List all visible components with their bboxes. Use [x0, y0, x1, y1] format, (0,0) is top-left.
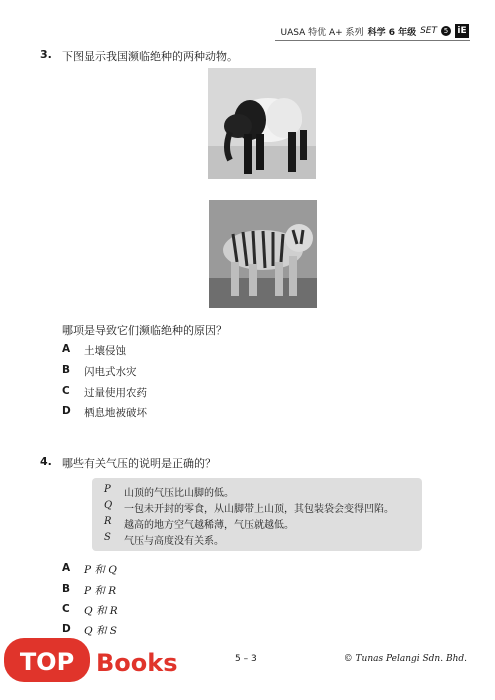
option-text: Q 和 R — [84, 605, 118, 617]
q4-option-c — [62, 603, 118, 618]
option-text: Q 和 S — [84, 625, 117, 637]
q4-prompt: 哪些有关气压的说明是正确的？ — [62, 457, 216, 470]
q3-number: 3. — [40, 48, 52, 61]
statement-text: 越高的地方空气越稀薄，气压就越低。 — [124, 520, 294, 531]
option-letter: A — [62, 562, 71, 574]
q3-option-d — [62, 405, 147, 420]
q3-option-a — [62, 343, 126, 358]
watermark-top-text: TOP — [19, 648, 75, 676]
option-text: 闪电式水灾 — [84, 366, 137, 378]
q3-option-c — [62, 385, 147, 400]
option-letter: B — [62, 583, 71, 595]
tapir-photo — [208, 68, 316, 179]
option-letter: A — [62, 343, 71, 355]
page-number: 5 – 3 — [235, 654, 257, 664]
subject-label: 科学 6 年级 — [367, 27, 417, 38]
statement-key: S — [104, 532, 111, 543]
option-letter: C — [62, 603, 70, 615]
q4-option-a — [62, 562, 117, 577]
statement-key: Q — [104, 500, 113, 511]
q4-option-b — [62, 583, 116, 598]
option-letter: D — [62, 623, 71, 635]
statement-p — [104, 484, 234, 499]
q3-prompt: 下图显示我国濒临绝种的两种动物。 — [62, 50, 238, 63]
q4-number: 4. — [40, 455, 52, 468]
set-number-badge: 5 — [441, 26, 451, 36]
q3-option-b — [62, 364, 137, 379]
option-text: P 和 R — [84, 585, 117, 597]
option-letter: B — [62, 364, 71, 376]
tiger-photo — [209, 200, 317, 308]
statement-text: 气压与高度没有关系。 — [124, 536, 224, 547]
option-letter: D — [62, 405, 71, 417]
statement-key: R — [104, 516, 112, 527]
topbooks-watermark-logo — [0, 628, 200, 690]
watermark-books-text: Books — [96, 649, 178, 677]
page-header — [281, 24, 470, 38]
option-text: 过量使用农药 — [84, 387, 147, 399]
q3-question: 哪项是导致它们濒临绝种的原因？ — [62, 324, 227, 337]
statement-text: 山顶的气压比山脚的低。 — [124, 488, 234, 499]
header-divider — [275, 40, 470, 41]
option-text: 土壤侵蚀 — [84, 345, 126, 357]
statement-q — [104, 500, 394, 515]
option-letter: C — [62, 385, 70, 397]
set-label: SET — [420, 26, 437, 36]
statement-s — [104, 532, 224, 547]
statement-text: 一包未开封的零食，从山脚带上山顶，其包装袋会变得凹陷。 — [124, 504, 394, 515]
option-text: P 和 Q — [84, 564, 117, 576]
publisher-logo-icon: iE — [455, 24, 469, 38]
statement-r — [104, 516, 294, 531]
option-text: 栖息地被破坏 — [84, 407, 147, 419]
series-label: UASA 特优 A+ 系列 — [280, 27, 364, 38]
statement-key: P — [104, 484, 111, 495]
publisher-credit: © Tunas Pelangi Sdn. Bhd. — [343, 654, 467, 664]
